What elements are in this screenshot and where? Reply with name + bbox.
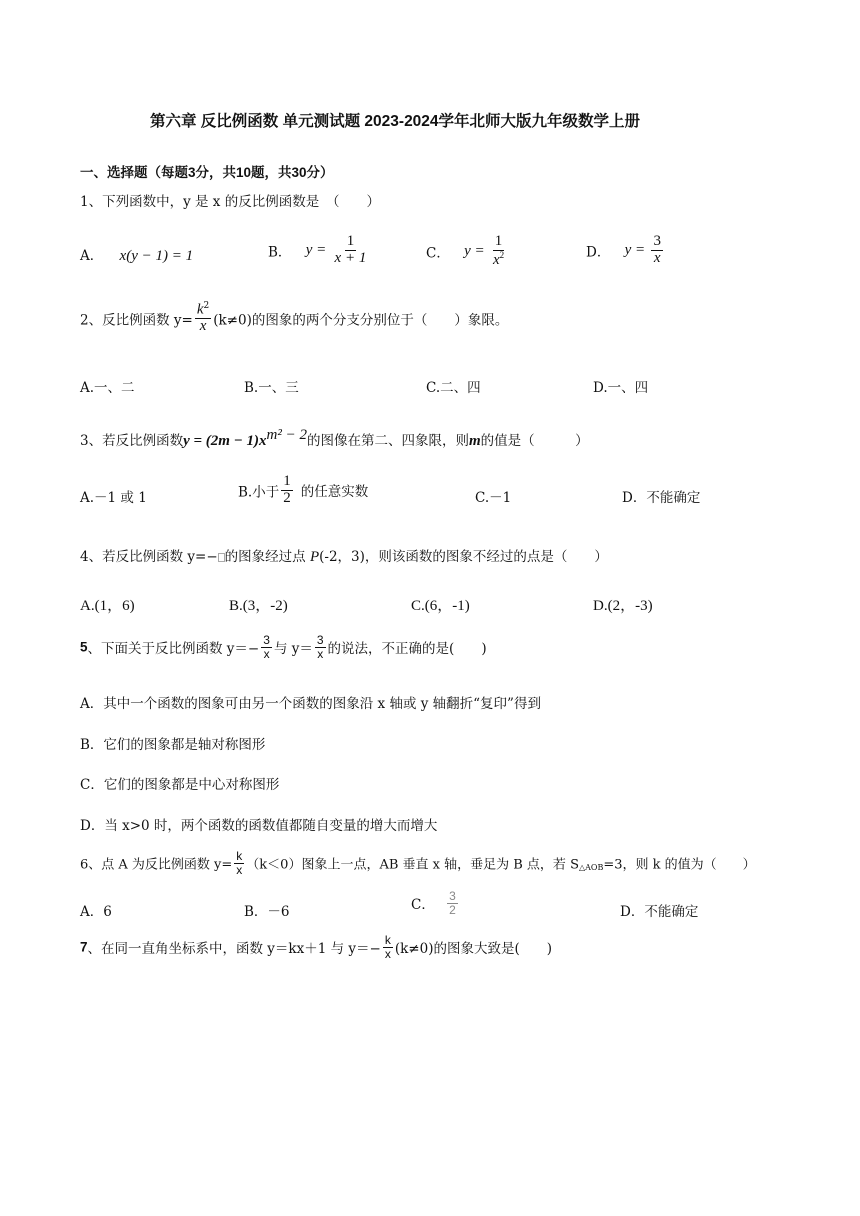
missing-glyph-box: [218, 553, 225, 562]
question-4-option-a: A.(1，6): [80, 598, 135, 614]
numerator: 1: [346, 233, 355, 249]
fraction: [281, 474, 293, 507]
question-6-option-b: B．－6: [244, 904, 290, 920]
denominator: x + 1: [334, 249, 367, 266]
subscript: △AOB: [578, 863, 604, 873]
question-5-option-a: A．其中一个函数的图象可由另一个函数的图象沿 x 轴或 y 轴翻折“复印”得到: [80, 696, 541, 712]
question-number: 7: [80, 939, 88, 955]
question-1-option-b: [268, 234, 370, 267]
question-3-stem: [80, 427, 589, 450]
stem-suffix: 的值是（ ）: [480, 433, 589, 449]
stem-suffix: 的说法，不正确的是( ): [327, 641, 487, 658]
numerator-group: [195, 302, 211, 319]
question-4-stem: [80, 545, 608, 566]
exponent: 2: [499, 249, 505, 260]
fraction: [491, 234, 506, 269]
stem-prefix: 3、若反比例函数: [80, 433, 184, 449]
stem-middle: 与 y＝: [273, 641, 313, 658]
question-5-stem: [80, 634, 487, 660]
denominator: x: [199, 318, 207, 335]
expression-base: y = (2m − 1)x: [183, 433, 267, 449]
denominator: x: [317, 646, 324, 661]
numerator: k: [196, 301, 204, 318]
numerator: 3: [316, 633, 324, 647]
stem-prefix: 6、点 A 为反比例函数 y=: [80, 857, 233, 873]
stem-prefix: 4、若反比例函数 y=−: [80, 549, 218, 565]
fraction: [651, 234, 663, 267]
question-2-option-a: A.一、二: [80, 380, 135, 396]
fraction: [261, 634, 272, 660]
option-label: C．: [411, 897, 435, 914]
math-lhs: y =: [305, 241, 327, 258]
question-2-stem: [80, 302, 508, 335]
denominator: x: [653, 249, 661, 266]
denominator: x: [236, 862, 243, 877]
question-1-option-c: [426, 234, 508, 269]
stem-middle: 的图像在第二、四象限，则: [307, 433, 469, 449]
stem-suffix: (-2，3)，则该函数的图象不经过的点是（ ）: [319, 549, 608, 565]
stem-prefix: 、在同一直角坐标系中，函数 y＝kx＋1 与 y＝−: [87, 941, 381, 958]
fraction: [447, 890, 458, 916]
question-5-option-b: B．它们的图象都是轴对称图形: [80, 737, 266, 753]
question-4-option-c: C.(6，-1): [411, 598, 470, 614]
question-1-option-d: [586, 234, 665, 267]
numerator: k: [236, 849, 243, 863]
fraction: [383, 934, 393, 960]
question-6-option-a: A．6: [80, 904, 112, 920]
question-3-option-a: A.－1 或 1: [80, 490, 147, 506]
stem-prefix: 2、反比例函数 y=: [80, 312, 193, 329]
fraction: [333, 234, 369, 267]
stem-suffix: (k≠0)的图象的两个分支分别位于（ ）象限。: [213, 312, 509, 329]
question-6-option-c: [411, 890, 460, 916]
numerator: 1: [283, 473, 291, 489]
option-label: B．: [268, 244, 292, 261]
question-7-stem: [80, 934, 552, 960]
stem-suffix: =3，则 k 的值为（ ）: [603, 857, 756, 873]
denominator: x: [384, 946, 391, 961]
numerator: 3: [263, 633, 270, 647]
question-1-option-a: [80, 244, 193, 265]
option-suffix: 的任意实数: [300, 484, 369, 501]
stem-prefix: 、下面关于反比例函数 y＝−: [87, 641, 260, 658]
question-3-option-b: [238, 474, 368, 507]
math-expression: x(y − 1) = 1: [119, 248, 194, 264]
question-3-option-c: C.－1: [475, 490, 512, 506]
question-2-option-b: B.一、三: [244, 380, 299, 396]
denominator: 2: [449, 902, 456, 917]
fraction: [234, 850, 244, 876]
numerator: 3: [449, 889, 456, 903]
math-lhs: y =: [464, 242, 485, 259]
question-5-option-c: C．它们的图象都是中心对称图形: [80, 777, 280, 793]
denominator: x: [492, 251, 500, 268]
variable-m: m: [469, 433, 481, 449]
question-number: 5: [80, 639, 88, 655]
point-name: P: [309, 549, 320, 565]
stem-suffix: (k≠0)的图象大致是( ): [394, 941, 552, 958]
option-label: A．: [80, 248, 104, 264]
denominator-group: [491, 251, 506, 269]
denominator: x: [263, 646, 270, 661]
numerator: 1: [494, 233, 503, 249]
math-expression: [183, 427, 307, 449]
page-title: 第六章 反比例函数 单元测试题 2023-2024学年北师大版九年级数学上册: [150, 113, 641, 130]
stem-middle: 的图象经过点: [224, 549, 306, 565]
option-label: C．: [426, 245, 450, 262]
fraction: [195, 302, 211, 335]
question-6-stem: [80, 850, 756, 876]
question-2-option-c: C.二、四: [426, 380, 481, 396]
exponent: 2: [203, 301, 210, 311]
question-4-option-d: D.(2，-3): [593, 598, 653, 614]
question-1-stem: 1、下列函数中，y 是 x 的反比例函数是 （ ）: [80, 194, 380, 210]
question-3-option-d: D．不能确定: [622, 490, 701, 506]
exponent: m² − 2: [266, 427, 307, 443]
question-6-option-d: D．不能确定: [620, 904, 699, 920]
question-5-option-d: D．当 x>0 时，两个函数的函数值都随自变量的增大而增大: [80, 818, 438, 834]
section-heading: 一、选择题（每题3分，共10题，共30分）: [80, 165, 334, 180]
fraction: [315, 634, 326, 660]
option-label: D．: [586, 244, 611, 261]
question-4-option-b: B.(3，-2): [229, 598, 288, 614]
stem-middle: （k＜0）图象上一点，AB 垂直 x 轴，垂足为 B 点，若 S: [246, 857, 579, 873]
denominator: 2: [283, 489, 291, 506]
question-2-option-d: D.一、四: [593, 380, 649, 396]
math-lhs: y =: [624, 241, 646, 258]
option-prefix: B.小于: [238, 484, 280, 501]
numerator: 3: [653, 233, 661, 249]
numerator: k: [384, 933, 391, 947]
